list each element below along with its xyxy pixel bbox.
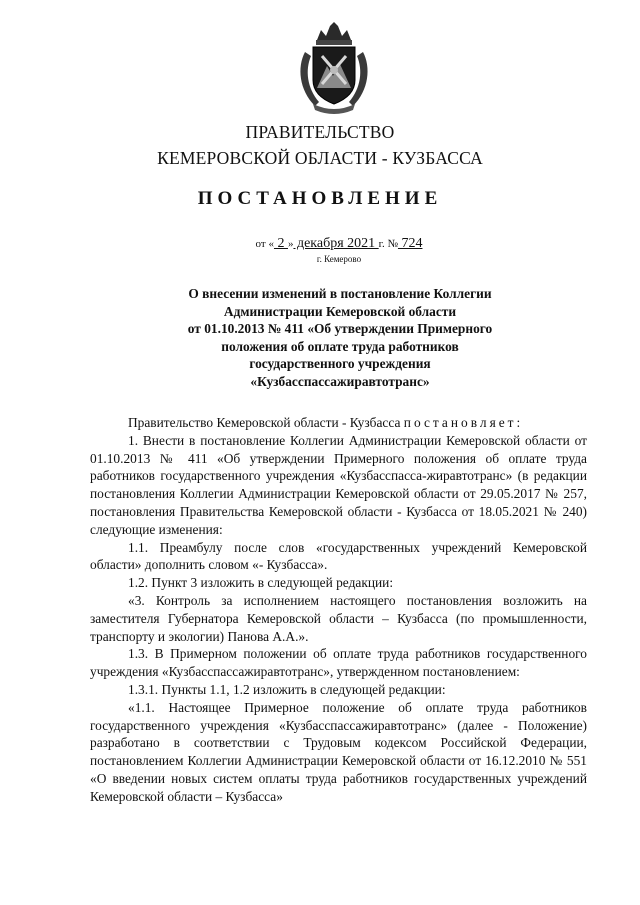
intro-paragraph [90,414,587,432]
date-day: 2 [273,236,288,251]
date-prefix: от « [255,238,274,250]
paragraph-1-3: 1.3. В Примерном положении об оплате труда работников государственного учреждения «Кузбасспассажиравтотранс», утвержденном постановлением: [90,646,587,680]
intro-text: Правительство Кемеровской области - Кузбасса [128,415,404,430]
subject-line: О внесении изменений в постановление Коллегии [188,286,492,301]
coat-of-arms-icon [295,22,373,114]
paragraph-1-3-1: 1.3.1. Пункты 1.1, 1.2 изложить в следующей редакции: [128,681,446,697]
paragraph-1: 1. Внести в постановление Коллегии Администрации Кемеровской области от 01.10.2013 № 411 «Об утверждении Примерного положения об оплате труда работников государственного учреждения «Кузбасспасса-жиравтотранс» (в редакции постановления Коллегии Администрации Кемеровской области от 29.05.2017 № 257, постановления Правительства Кемеровской области - Кузбасса от 18.05.2021 № 240) следующие изменения: [90,432,587,537]
date-number-line [0,236,640,252]
government-title-line2: КЕМЕРОВСКОЙ ОБЛАСТИ - КУЗБАССА [157,148,483,168]
paragraph-1-1: 1.1. Преамбулу после слов «государственных учреждений Кемеровской области» дополнить словом «- Кузбасса». [90,539,587,573]
subject-line: от 01.10.2013 № 411 «Об утверждении Примерного [187,321,493,337]
document-type-title: ПОСТАНОВЛЕНИЕ [197,188,443,209]
intro-resolves: постановляет: [403,415,524,430]
document-body [90,414,587,806]
city-name: г. Кемерово [316,254,362,264]
date-month-year: декабря 2021 [293,236,379,251]
document-subject [110,285,570,391]
subject-line: государственного учреждения [249,356,431,372]
subject-line: положения об оплате труда работников [221,338,459,354]
date-year-suffix: г. [378,238,385,250]
paragraph-1-2: 1.2. Пункт 3 изложить в следующей редакции: [128,575,394,591]
government-title-line1: ПРАВИТЕЛЬСТВО [245,122,395,142]
paragraph-quote-3: «3. Контроль за исполнением настоящего постановления возложить на заместителя Губернатора Кемеровской области – Кузбасса (по промышленности, транспорту и экологии) Панова А.А.». [90,592,587,644]
paragraph-quote-1-1: «1.1. Настоящее Примерное положение об оплате труда работников государственного учреждения «Кузбасспассажиравтотранс» (далее - Положение) разработано в соответствии с Трудовым кодексом Российской Федерации, постановлением Коллегии Администрации Кемеровской области от 16.12.2010 № 551 «О введении новых систем оплаты труда работников государственных учреждений Кемеровской области – Кузбасса» [90,699,587,804]
document-number: 724 [397,236,423,251]
subject-line: Администрации Кемеровской области [223,303,457,319]
date-close-quote: » [287,238,294,250]
number-sign: № [387,238,398,250]
subject-line: «Кузбасспассажиравтотранс» [250,373,430,389]
